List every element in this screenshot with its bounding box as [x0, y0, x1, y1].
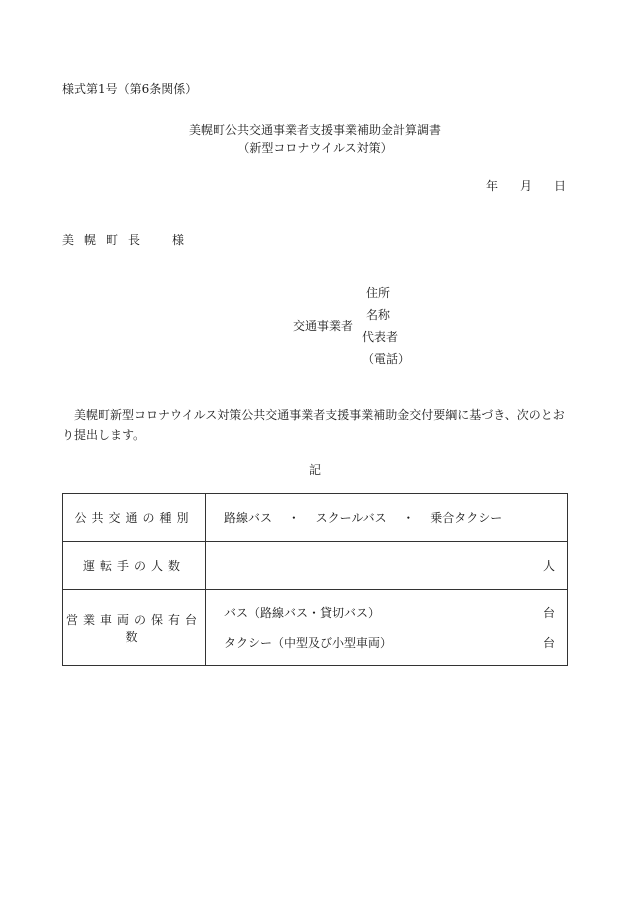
applicant-label: 交通事業者: [293, 319, 354, 333]
option-route-bus[interactable]: 路線バス: [224, 511, 273, 525]
transport-type-options: [206, 494, 568, 542]
subsidy-table: [62, 493, 568, 666]
name-label: 名称: [366, 308, 391, 322]
addressee: 美幌町長 様: [62, 233, 195, 247]
driver-count-field[interactable]: [206, 542, 568, 590]
vehicle-count-field: [206, 590, 568, 666]
vehicle-count-label: 営業車両の保有台数: [63, 590, 206, 666]
option-shared-taxi[interactable]: 乗合タクシー: [430, 511, 503, 525]
option-school-bus[interactable]: スクールバス: [315, 511, 387, 525]
table-row: [63, 590, 568, 666]
taxi-count-line[interactable]: [224, 628, 555, 658]
separator: ・: [402, 511, 415, 525]
table-row: [63, 542, 568, 590]
date-year: 年: [486, 179, 499, 193]
bus-count-unit: 台: [542, 605, 555, 620]
bus-count-line[interactable]: [224, 598, 555, 628]
date-day: 日: [554, 179, 567, 193]
bus-count-label: バス（路線バス・貸切バス）: [224, 605, 381, 620]
transport-type-label: 公共交通の種別: [63, 494, 206, 542]
taxi-count-unit: 台: [542, 635, 555, 650]
form-number: 様式第1号（第6条関係）: [62, 82, 198, 96]
phone-label: （電話）: [362, 352, 411, 366]
driver-count-unit: 人: [542, 559, 555, 573]
ki-heading: 記: [308, 463, 321, 477]
driver-count-label: 運転手の人数: [63, 542, 206, 590]
document-subtitle: （新型コロナウイルス対策）: [237, 141, 393, 155]
separator: ・: [287, 511, 300, 525]
document-title: 美幌町公共交通事業者支援事業補助金計算調書: [188, 123, 441, 137]
body-text: 美幌町新型コロナウイルス対策公共交通事業者支援事業補助金交付要綱に基づき、次のとおり提出します。: [62, 408, 565, 442]
taxi-count-label: タクシー（中型及び小型車両）: [224, 635, 393, 650]
table-row: [63, 494, 568, 542]
representative-label: 代表者: [362, 330, 399, 344]
date-month: 月: [520, 179, 533, 193]
address-label: 住所: [366, 286, 391, 300]
